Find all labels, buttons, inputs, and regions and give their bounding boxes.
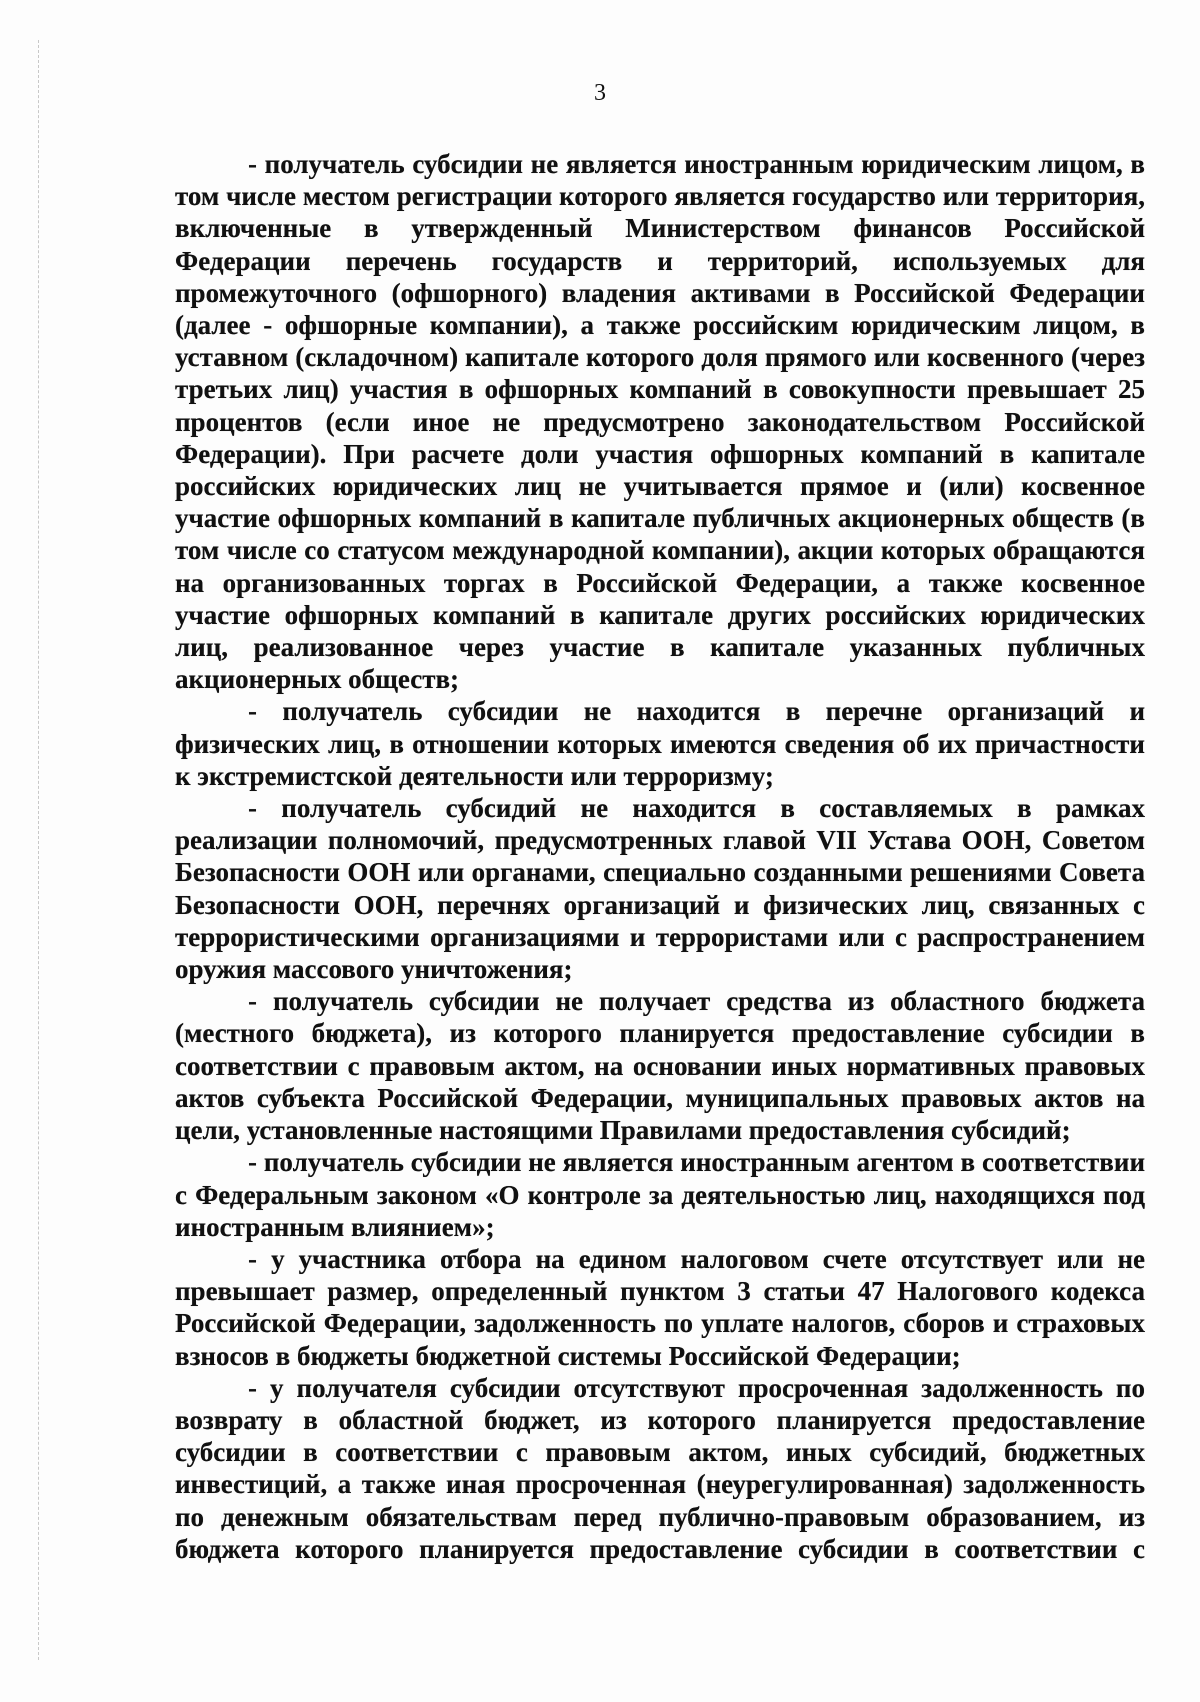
scan-edge-line: [38, 40, 39, 1660]
page-number: 3: [594, 80, 606, 106]
document-body: [175, 148, 1145, 1565]
paragraph-un-sanctions-lists: - получатель субсидий не находится в составляемых в рамках реализации полномочий, предусмотренных главой VII Устава ООН, Советом Безопасности ООН или органами, специально созданными решениями Совета Безопасности ООН, перечнях организаций и физических лиц, связанных с террористическими организациями и террористами или с распространением оружия массового уничтожения;: [175, 793, 1145, 985]
paragraph-regional-budget-funds: - получатель субсидии не получает средства из областного бюджета (местного бюджета), из которого планируется предоставление субсидии в соответствии с правовым актом, на основании иных нормативных правовых актов субъекта Российской Федерации, муниципальных правовых актов на цели, установленные настоящими Правилами предоставления субсидий;: [175, 986, 1145, 1146]
paragraph-extremism-terrorism: - получатель субсидии не находится в перечне организаций и физических лиц, в отношении которых имеются сведения об их причастности к экстремистской деятельности или терроризму;: [175, 696, 1145, 791]
paragraph-overdue-debt: - у получателя субсидии отсутствуют просроченная задолженность по возврату в областной бюджет, из которого планируется предоставление субсидии в соответствии с правовым актом, иных субсидий, бюджетных инвестиций, а также иная просроченная (неурегулированная) задолженность по денежным обязательствам перед публично-правовым образованием, из бюджета которого планируется предоставление субсидии в соответствии с: [175, 1372, 1145, 1564]
paragraph-offshore-companies: - получатель субсидии не является иностранным юридическим лицом, в том числе местом регистрации которого является государство или территория, включенные в утвержденный Министерством финансов Российской Федерации перечень государств и территорий, используемых для промежуточного (офшорного) владения активами в Российской Федерации (далее - офшорные компании), а также российским юридическим лицом, в уставном (складочном) капитале которого доля прямого или косвенного (через третьих лиц) участия в офшорных компаний в совокупности превышает 25 процентов (если иное не предусмотрено законодательством Российской Федерации). При расчете доли участия офшорных компаний в капитале российских юридических лиц не учитывается прямое и (или) косвенное участие офшорных компаний в капитале публичных акционерных обществ (в том числе со статусом международной компании), акции которых обращаются на организованных торгах в Российской Федерации, а также косвенное участие офшорных компаний в капитале других российских юридических лиц, реализованное через участие в капитале указанных публичных акционерных обществ;: [175, 149, 1145, 695]
paragraph-tax-debt: - у участника отбора на едином налоговом счете отсутствует или не превышает размер, определенный пунктом 3 статьи 47 Налогового кодекса Российской Федерации, задолженность по уплате налогов, сборов и страховых взносов в бюджеты бюджетной системы Российской Федерации;: [175, 1243, 1145, 1371]
paragraph-foreign-agent: - получатель субсидии не является иностранным агентом в соответствии с Федеральным законом «О контроле за деятельностью лиц, находящихся под иностранным влиянием»;: [175, 1147, 1145, 1242]
